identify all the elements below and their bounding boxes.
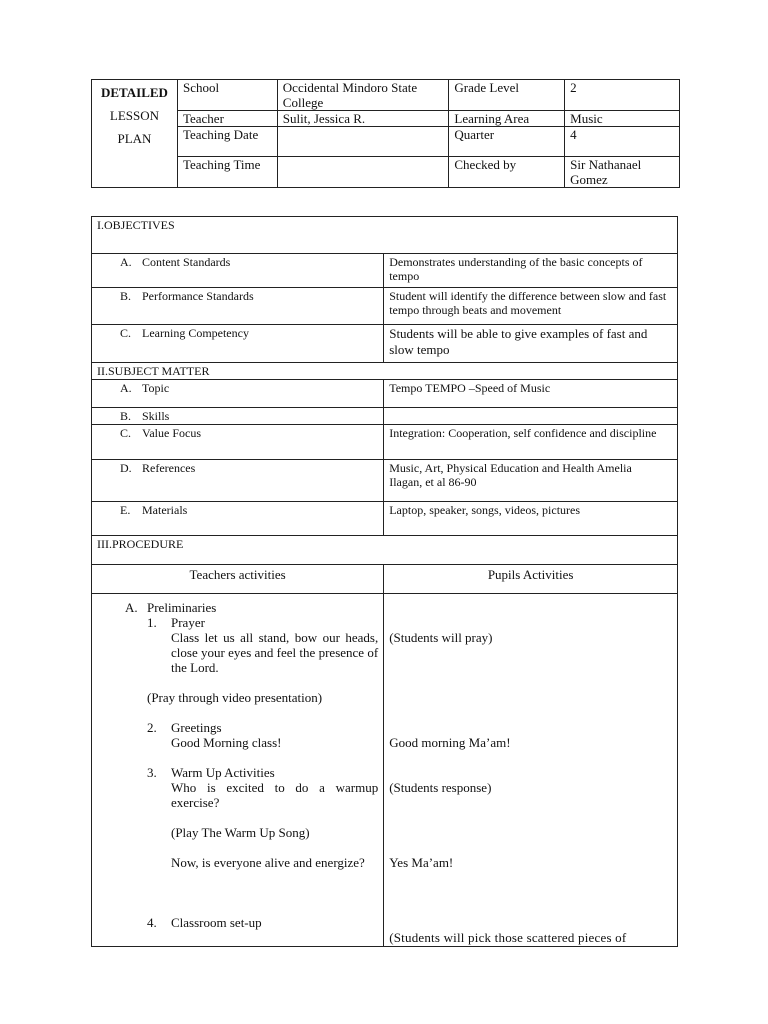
greetings-heading: 2. Greetings	[147, 720, 222, 735]
school-label: School	[177, 80, 277, 111]
prayer-text: Class let us all stand, bow our heads, close your eyes and feel the presence of the Lord.	[171, 630, 379, 675]
objective-value: Demonstrates understanding of the basic concepts of tempo	[384, 254, 678, 288]
header-table	[91, 79, 680, 188]
objective-label: A. Content Standards	[92, 254, 384, 288]
teaching-time-value	[277, 157, 449, 188]
quarter-label: Quarter	[449, 127, 565, 157]
learning-area-value: Music	[565, 111, 680, 127]
subject-row	[92, 425, 678, 460]
teaching-time-label: Teaching Time	[177, 157, 277, 188]
warm-up-heading: 3. Warm Up Activities	[147, 765, 275, 780]
subject-value: Laptop, speaker, songs, videos, pictures	[384, 502, 678, 536]
subject-row	[92, 502, 678, 536]
lesson-plan-table	[91, 216, 678, 947]
preliminaries-heading: A. Preliminaries	[125, 600, 217, 615]
prayer-heading: 1. Prayer	[147, 615, 205, 630]
subject-label: D. References	[92, 460, 384, 502]
pupils-activities-cell	[384, 594, 678, 947]
subject-value: Tempo TEMPO –Speed of Music	[384, 380, 678, 408]
objective-value: Students will be able to give examples of fast and slow tempo	[384, 325, 678, 363]
teachers-activities-cell	[92, 594, 384, 947]
subject-matter-title: II.SUBJECT MATTER	[92, 363, 678, 380]
teaching-date-label: Teaching Date	[177, 127, 277, 157]
checked-by-value: Sir Nathanael Gomez	[565, 157, 680, 188]
grade-level-value: 2	[565, 80, 680, 111]
objective-row	[92, 325, 678, 363]
pupil-greet-text: Good morning Ma’am!	[389, 735, 511, 750]
teachers-activities-header: Teachers activities	[92, 565, 384, 594]
warm-up-text: Who is excited to do a warmup exercise?	[171, 780, 379, 810]
subject-row	[92, 380, 678, 408]
pupil-yes-text: Yes Ma’am!	[389, 855, 454, 870]
pupil-pray-text: (Students will pray)	[389, 630, 493, 645]
subject-label: B. Skills	[92, 408, 384, 425]
subject-label: E. Materials	[92, 502, 384, 536]
subject-label: C. Value Focus	[92, 425, 384, 460]
prayer-video-text: (Pray through video presentation)	[147, 690, 323, 705]
checked-by-label: Checked by	[449, 157, 565, 188]
pupil-response-text: (Students response)	[389, 780, 492, 795]
teaching-date-value	[277, 127, 449, 157]
subject-value	[384, 408, 678, 425]
pupils-activities-header: Pupils Activities	[384, 565, 678, 594]
objective-row	[92, 288, 678, 325]
subject-value: Music, Art, Physical Education and Health Amelia Ilagan, et al 86-90	[384, 460, 678, 502]
pupil-pick-text: (Students will pick those scattered pieces of	[389, 930, 627, 945]
alive-question-text: Now, is everyone alive and energize?	[171, 855, 365, 870]
subject-value: Integration: Cooperation, self confidence and discipline	[384, 425, 678, 460]
subject-row	[92, 408, 678, 425]
classroom-setup-heading: 4. Classroom set-up	[147, 915, 262, 930]
procedure-title: III.PROCEDURE	[92, 536, 678, 565]
school-value: Occidental Mindoro State College	[277, 80, 449, 111]
objective-label: C. Learning Competency	[92, 325, 384, 363]
teacher-value: Sulit, Jessica R.	[277, 111, 449, 127]
detailed-lesson-plan-label: DETAILED LESSON PLAN	[92, 80, 178, 188]
quarter-value: 4	[565, 127, 680, 157]
learning-area-label: Learning Area	[449, 111, 565, 127]
objective-value: Student will identify the difference between slow and fast tempo through beats and movement	[384, 288, 678, 325]
objectives-title: I.OBJECTIVES	[92, 217, 678, 254]
greetings-text: Good Morning class!	[171, 735, 282, 750]
objective-row	[92, 254, 678, 288]
objective-label: B. Performance Standards	[92, 288, 384, 325]
subject-label: A. Topic	[92, 380, 384, 408]
grade-level-label: Grade Level	[449, 80, 565, 111]
subject-row	[92, 460, 678, 502]
teacher-label: Teacher	[177, 111, 277, 127]
warm-up-song-text: (Play The Warm Up Song)	[171, 825, 310, 840]
